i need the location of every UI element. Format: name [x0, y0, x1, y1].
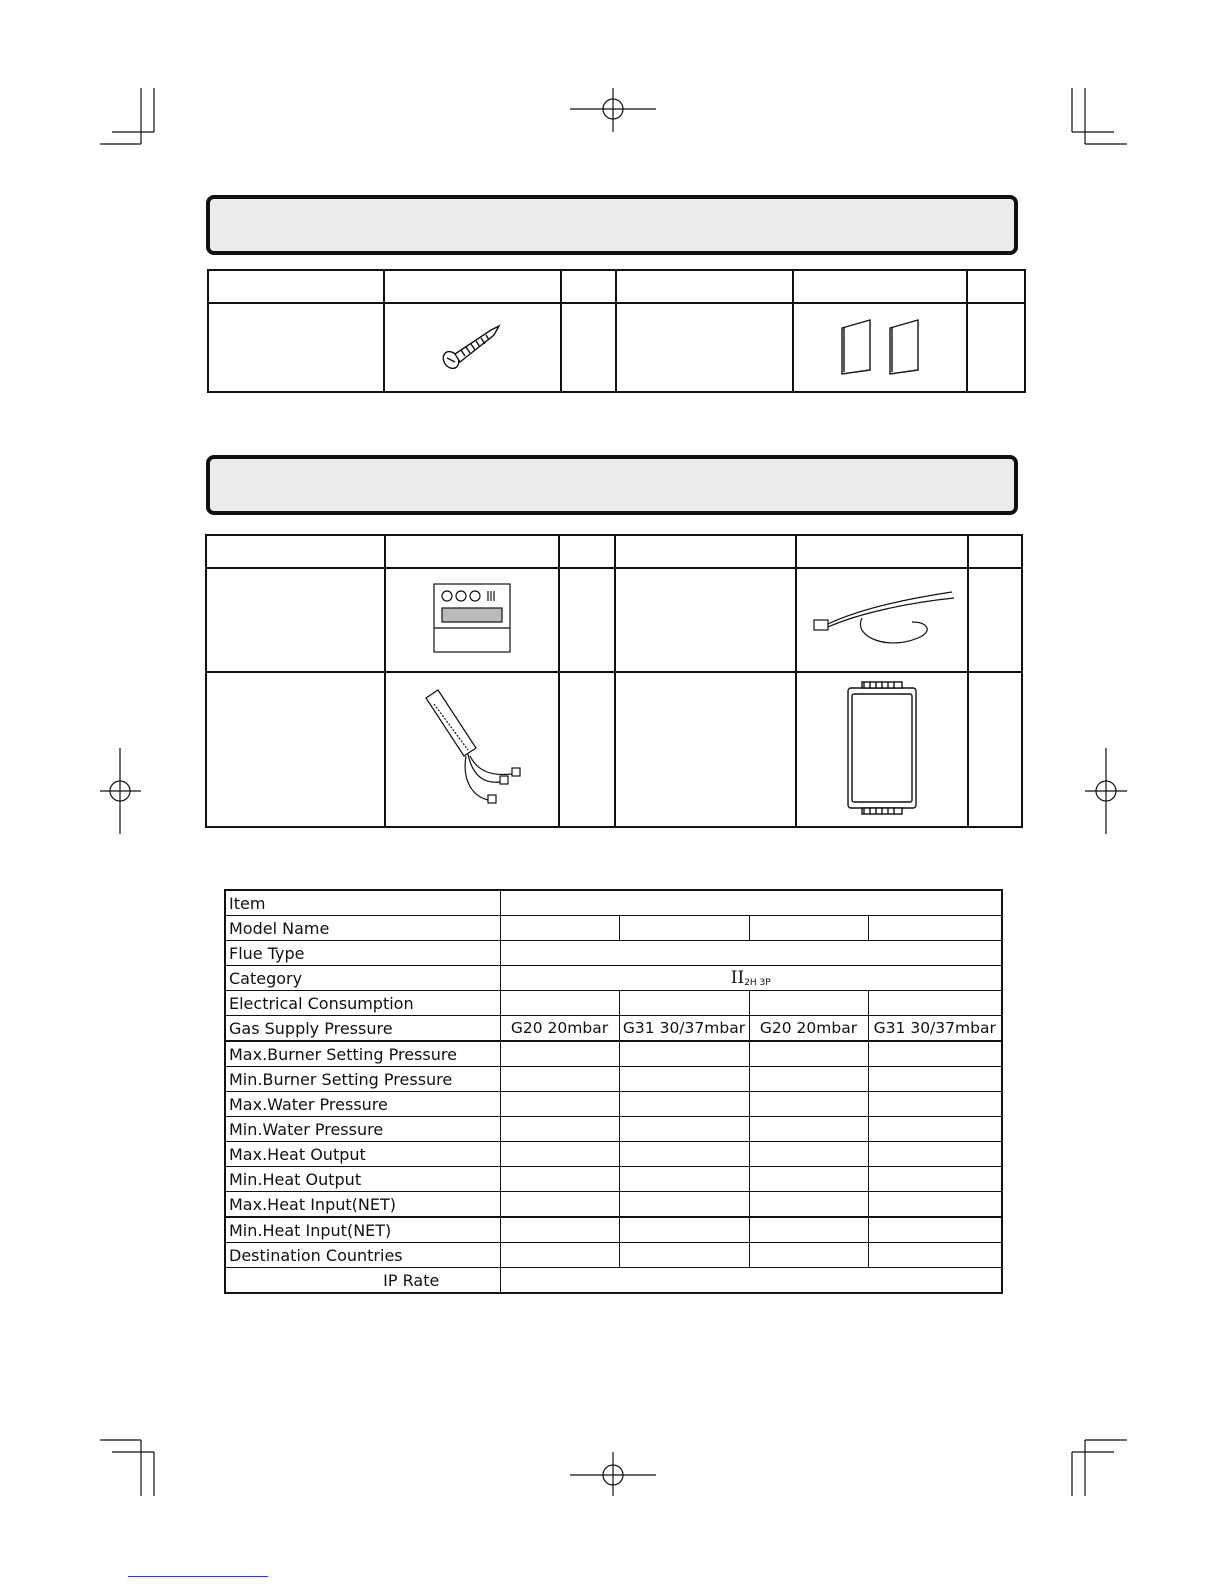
- table-row: [225, 1092, 1002, 1117]
- table-row: [225, 1142, 1002, 1167]
- spec-label-model-name: Model Name: [225, 916, 500, 941]
- remote-controller-icon: [430, 580, 514, 656]
- specification-table: [224, 889, 1003, 1294]
- parts-table-1: [207, 269, 1026, 393]
- table-row: [225, 991, 1002, 1016]
- table-row: [206, 568, 1022, 672]
- table-row: [225, 1243, 1002, 1268]
- spec-label-min-heat-input: Min.Heat Input(NET): [225, 1217, 500, 1243]
- table-row: [225, 890, 1002, 916]
- spec-label-flue-type: Flue Type: [225, 941, 500, 966]
- section-header-box-1: [206, 195, 1018, 255]
- spec-label-gas-supply-pressure: Gas Supply Pressure: [225, 1016, 500, 1042]
- spec-label-max-water-pressure: Max.Water Pressure: [225, 1092, 500, 1117]
- spec-label-destination-countries: Destination Countries: [225, 1243, 500, 1268]
- table-row: [225, 941, 1002, 966]
- gas-pressure-value: G20 20mbar: [749, 1016, 868, 1042]
- table-row: [225, 1192, 1002, 1218]
- gas-pressure-value: G31 30/37mbar: [619, 1016, 749, 1042]
- table-row: [208, 303, 1025, 392]
- table-row: [225, 1016, 1002, 1042]
- table-row: [206, 672, 1022, 827]
- cable-icon: [802, 578, 962, 658]
- spec-label-electrical-consumption: Electrical Consumption: [225, 991, 500, 1016]
- table-row: [225, 916, 1002, 941]
- spec-label-min-burner-setting-pressure: Min.Burner Setting Pressure: [225, 1067, 500, 1092]
- spec-label-max-burner-setting-pressure: Max.Burner Setting Pressure: [225, 1041, 500, 1067]
- module-unit-icon: [842, 678, 922, 818]
- category-subscript: 2H 3P: [744, 978, 771, 988]
- manual-booklets-icon: [830, 314, 930, 378]
- section-header-box-2: [206, 455, 1018, 515]
- table-row: [225, 1268, 1002, 1294]
- screw-icon: [433, 316, 513, 376]
- connector-harness-icon: [412, 678, 532, 818]
- gas-pressure-value: G31 30/37mbar: [868, 1016, 1002, 1042]
- category-value: II: [730, 968, 745, 988]
- spec-label-ip-rate: IP Rate: [225, 1268, 500, 1294]
- table-row: [225, 966, 1002, 991]
- table-row: [225, 1167, 1002, 1192]
- table-row: [206, 535, 1022, 568]
- table-row: [225, 1067, 1002, 1092]
- parts-table-2: [205, 534, 1023, 828]
- spec-label-category: Category: [225, 966, 500, 991]
- spec-label-min-water-pressure: Min.Water Pressure: [225, 1117, 500, 1142]
- spec-label-item: Item: [225, 890, 500, 916]
- spec-label-max-heat-output: Max.Heat Output: [225, 1142, 500, 1167]
- spec-label-max-heat-input: Max.Heat Input(NET): [225, 1192, 500, 1218]
- table-row: [225, 1041, 1002, 1067]
- table-row: [225, 1117, 1002, 1142]
- gas-pressure-value: G20 20mbar: [500, 1016, 619, 1042]
- table-row: [225, 1217, 1002, 1243]
- spec-label-min-heat-output: Min.Heat Output: [225, 1167, 500, 1192]
- table-row: [208, 270, 1025, 303]
- footer-underline: [128, 1576, 268, 1577]
